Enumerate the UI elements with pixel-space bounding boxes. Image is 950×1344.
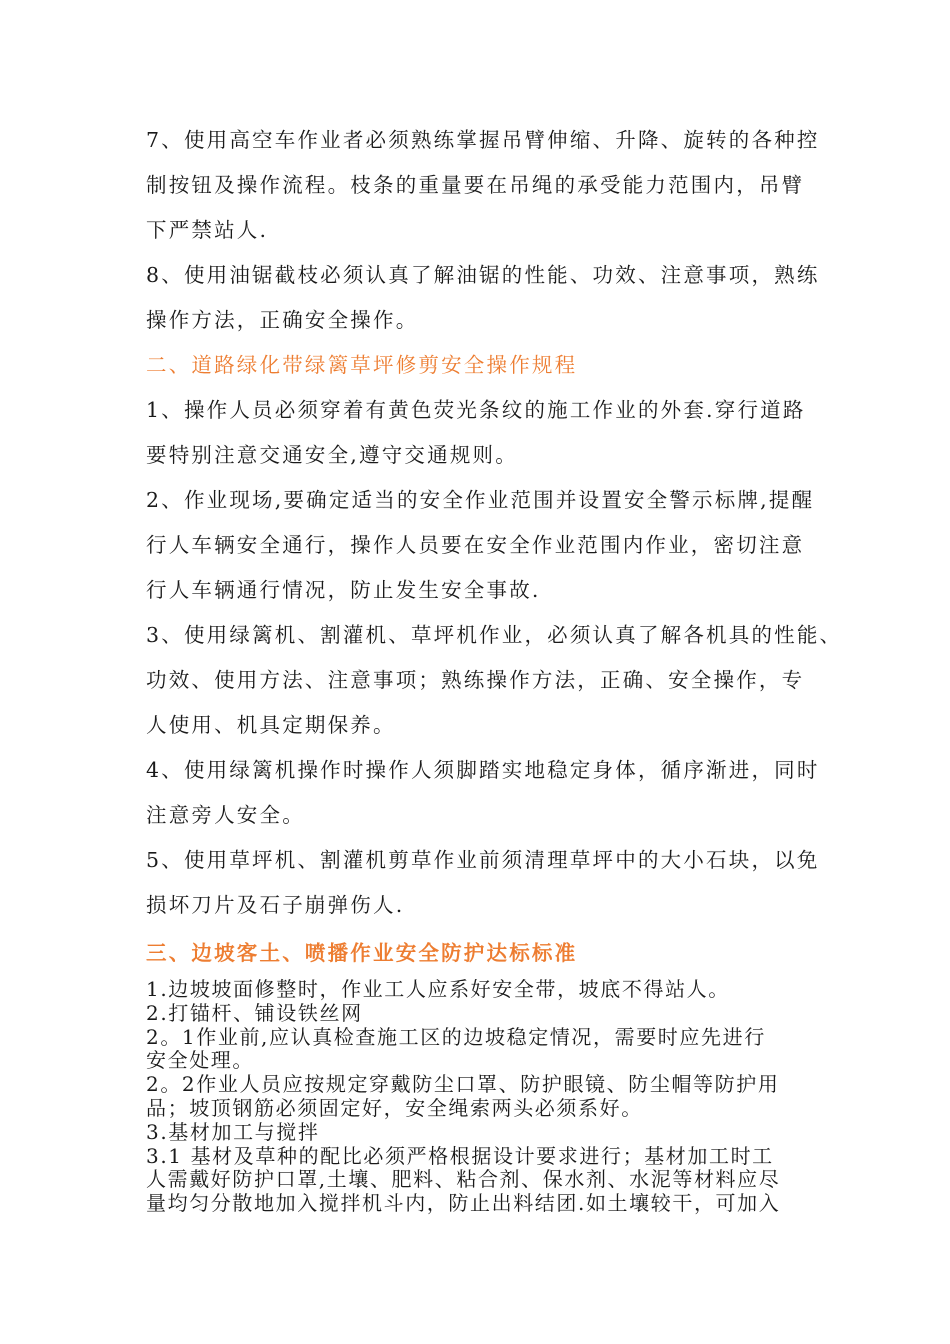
paragraph-line: 要特别注意交通安全,遵守交通规则。 (146, 443, 518, 467)
paragraph-line: 2、作业现场,要确定适当的安全作业范围并设置安全警示标牌,提醒 (146, 488, 815, 512)
paragraph-line: 2.打锚杆、铺设铁丝网 (146, 1000, 363, 1025)
paragraph-line: 1.边坡坡面修整时，作业工人应系好安全带，坡底不得站人。 (146, 977, 730, 1001)
paragraph-line: 功效、使用方法、注意事项；熟练操作方法，正确、安全操作，专 (146, 668, 805, 692)
section-hedge-lawn-trimming (146, 343, 843, 928)
paragraph-line: 行人车辆通行情况，防止发生安全事故. (146, 578, 541, 602)
paragraph-line: 注意旁人安全。 (146, 803, 305, 827)
document-page (146, 118, 843, 1216)
paragraph-line: 2。2作业人员应按规定穿戴防尘口罩、防护眼镜、防尘帽等防护用 (146, 1072, 780, 1097)
paragraph-line: 量均匀分散地加入搅拌机斗内，防止出料结团.如土壤较干，可加入 (146, 1191, 781, 1216)
paragraph-line: 制按钮及操作流程。枝条的重量要在吊绳的承受能力范围内，吊臂 (146, 173, 805, 197)
paragraph-line: 5、使用草坪机、割灌机剪草作业前须清理草坪中的大小石块，以免 (146, 848, 820, 872)
paragraph-line: 8、使用油锯截枝必须认真了解油锯的性能、功效、注意事项，熟练 (146, 263, 820, 287)
section-tree-pruning-rules (146, 118, 826, 343)
section-heading: 三、边坡客土、喷播作业安全防护达标标准 (146, 941, 578, 965)
paragraph-line: 3.基材加工与搅拌 (146, 1119, 320, 1144)
paragraph-line: 安全处理。 (146, 1048, 254, 1073)
paragraph-line: 人使用、机具定期保养。 (146, 713, 396, 737)
paragraph-line: 操作方法，正确安全操作。 (146, 308, 419, 332)
paragraph-line: 2。1作业前,应认真检查施工区的边坡稳定情况，需要时应先进行 (146, 1024, 766, 1049)
paragraph-line: 人需戴好防护口罩,土壤、肥料、粘合剂、保水剂、水泥等材料应尽 (146, 1167, 781, 1192)
paragraph-line: 3.1 基材及草种的配比必须严格根据设计要求进行；基材加工时工 (146, 1143, 774, 1168)
section-slope-spraying-safety (146, 928, 826, 1216)
paragraph-line: 3、使用绿篱机、割灌机、草坪机作业，必须认真了解各机具的性能、 (146, 623, 843, 647)
paragraph-line: 损坏刀片及石子崩弹伤人. (146, 893, 405, 917)
paragraph-line: 品；坡顶钢筋必须固定好，安全绳索两头必须系好。 (146, 1095, 643, 1120)
paragraph-line: 下严禁站人. (146, 218, 269, 242)
section-heading: 二、道路绿化带绿篱草坪修剪安全操作规程 (146, 353, 578, 377)
paragraph-line: 1、操作人员必须穿着有黄色荧光条纹的施工作业的外套.穿行道路 (146, 398, 806, 422)
paragraph-line: 行人车辆安全通行，操作人员要在安全作业范围内作业，密切注意 (146, 533, 805, 557)
paragraph-line: 7、使用高空车作业者必须熟练掌握吊臂伸缩、升降、旋转的各种控 (146, 128, 820, 152)
paragraph-line: 4、使用绿篱机操作时操作人须脚踏实地稳定身体，循序渐进，同时 (146, 758, 820, 782)
